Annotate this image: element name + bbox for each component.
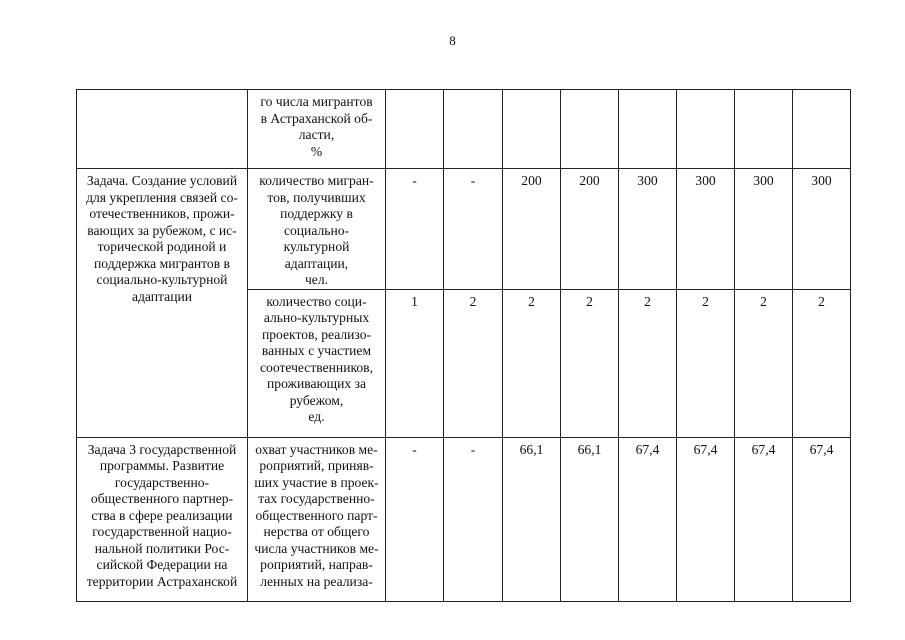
task-text-line: общественного партнер- [90,491,234,506]
indicator-text-line: тов, получивших [267,189,366,205]
value-cell: 200 [561,169,619,290]
task-text-line: программы. Развитие [99,458,225,473]
value-cell: - [444,437,503,601]
value-cell [386,90,444,169]
value-cell [503,90,561,169]
value-cell [619,90,677,169]
value-cell: 300 [619,169,677,290]
indicator-cell [248,90,386,169]
task-cell [77,90,248,169]
indicator-text-line: ванных с участием [261,343,372,358]
value-cell: 1 [386,289,444,437]
value-cell: 2 [444,289,503,437]
table-row [77,437,851,601]
indicator-text-line: количество мигран- [259,173,374,188]
value-cell: 67,4 [677,437,735,601]
indicator-text-line: роприятий, направ- [260,557,373,572]
task-text-line: сийской Федерации на [96,557,228,572]
task-text-line: социально-культурной [96,272,228,287]
task-text-line: торической родиной и [97,239,227,254]
task-text-line: государственной нацио- [92,524,232,539]
indicator-text-line: общественного парт- [255,507,378,523]
value-cell: - [444,169,503,290]
task-text-line: территории Астраханской [86,573,238,589]
value-cell [444,90,503,169]
indicator-text-line: % [310,143,323,159]
indicator-cell [248,169,386,290]
value-cell: - [386,437,444,601]
task-cell [77,169,248,438]
indicator-text-line: проживающих за [267,376,366,391]
value-cell [561,90,619,169]
indicator-text-line: числа участников ме- [254,540,379,556]
table-row [77,90,851,169]
indicator-cell [248,289,386,437]
task-text-line: нальной политики Рос- [94,540,230,556]
value-cell: 67,4 [619,437,677,601]
indicator-text-line: ших участие в проек- [254,474,379,490]
value-cell: 66,1 [561,437,619,601]
task-text-line: государственно- [114,474,210,490]
indicator-text-line: ленных на реализа- [260,573,373,589]
indicator-text-line: нерства от общего [263,524,370,539]
indicator-text-line: культурной [283,239,350,254]
value-cell: 66,1 [503,437,561,601]
indicator-text-line: чел. [304,272,329,287]
task-text-line: вающих за рубежом, с ис- [87,222,237,238]
indicator-text-line: проектов, реализо- [261,326,372,342]
indicators-table [76,89,851,602]
value-cell: 200 [503,169,561,290]
indicator-text-line: ед. [308,409,325,424]
indicator-text-line: рубежом, [289,392,344,408]
value-cell [677,90,735,169]
indicator-text-line: поддержку в социально- [280,206,353,238]
indicator-text-line: го числа мигрантов [260,94,373,109]
indicator-text-line: роприятий, приняв- [259,458,374,473]
task-text-line: поддержка мигрантов в [94,255,230,271]
table-row [77,169,851,290]
value-cell [793,90,851,169]
value-cell: 2 [619,289,677,437]
indicator-text-line: в Астраханской об- [260,110,373,126]
value-cell: 67,4 [735,437,793,601]
indicator-text-line: охват участников ме- [255,441,378,457]
task-text-line: адаптации [131,288,193,304]
task-text-line: Задача. Создание условий [86,173,238,188]
indicator-text-line: тах государственно- [258,491,375,506]
value-cell: 67,4 [793,437,851,601]
value-cell: 300 [677,169,735,290]
indicator-text-line: ально-культурных [263,310,370,325]
indicator-text-line: адаптации, [284,255,349,271]
task-text-line: для укрепления связей со- [86,189,238,205]
value-cell: 2 [677,289,735,437]
value-cell: 2 [503,289,561,437]
value-cell [735,90,793,169]
task-text-line: ства в сфере реализации [91,507,233,523]
value-cell: 2 [735,289,793,437]
page-number: 8 [449,33,456,48]
task-cell [77,437,248,601]
value-cell: - [386,169,444,290]
indicator-cell [248,437,386,601]
value-cell: 300 [793,169,851,290]
task-text-line: Задача 3 государственной [87,441,237,457]
task-text-line: отечественников, прожи- [89,206,235,221]
value-cell: 2 [793,289,851,437]
indicator-text-line: количество соци- [266,293,367,309]
indicator-text-line: соотечественников, [260,359,373,375]
value-cell: 2 [561,289,619,437]
value-cell: 300 [735,169,793,290]
indicator-text-line: ласти, [298,127,335,142]
